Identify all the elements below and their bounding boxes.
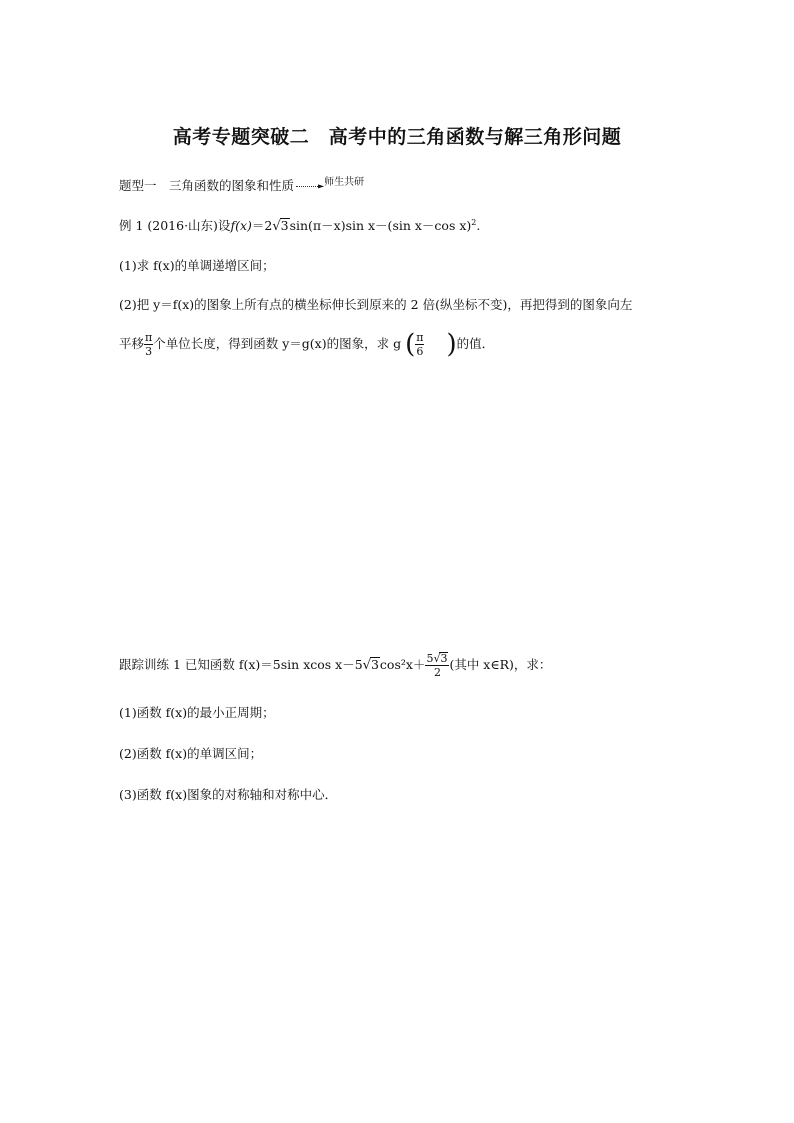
example-lead: 例 1 (2016·山东)设 (119, 218, 231, 234)
training-fraction-den: 2 (433, 666, 441, 679)
section-label: 题型一 三角函数的图象和性质 (119, 178, 295, 194)
training-question-1: (1)函数 f(x)的最小正周期； (119, 705, 275, 720)
shift-fraction (144, 331, 153, 358)
radical-icon: √ (362, 658, 371, 673)
training-fraction (425, 652, 449, 679)
left-paren: ( (405, 329, 416, 360)
example-sup: 2 (471, 218, 477, 227)
radical-icon: √ (433, 652, 441, 665)
shift-fraction-den: 3 (145, 345, 153, 358)
training-sqrt: 3 (370, 657, 379, 672)
example-sqrt: 3 (280, 218, 289, 234)
section-tag: 师生共研 (324, 177, 365, 188)
example-eq-part1: ＝2 (251, 218, 273, 234)
training-fraction-coef: 5 (426, 652, 434, 665)
example-eq-part2: sin(π－x)sin x－(sin x－cos x) (289, 218, 472, 234)
dotted-leader (296, 186, 318, 187)
example-question-2-line-1: (2)把 y＝f(x)的图象上所有点的横坐标伸长到原来的 2 倍(纵坐标不变)，再把得到的图象向左 (119, 297, 633, 312)
training-statement (119, 652, 551, 679)
arrow-icon: ► (318, 181, 325, 191)
g-fraction-num: π (416, 331, 424, 344)
training-question-2: (2)函数 f(x)的单调区间； (119, 746, 263, 761)
page-title: 高考专题突破二 高考中的三角函数与解三角形问题 (172, 126, 622, 148)
q2-pre: 平移 (119, 336, 145, 351)
q2-mid: 个单位长度，得到函数 y＝g(x)的图象，求 g (153, 336, 402, 351)
g-fraction-den: 6 (416, 345, 424, 358)
shift-fraction-num: π (145, 331, 153, 344)
example-end: . (476, 218, 481, 234)
example-statement (119, 213, 480, 237)
training-fraction-sqrt: 3 (440, 652, 448, 665)
example-question-2-line-2 (119, 331, 494, 358)
training-mid: cos²x＋ (379, 657, 426, 672)
example-fx: f(x) (230, 218, 252, 234)
training-fraction-num (425, 652, 449, 666)
training-post: (其中 x∈R)，求： (449, 657, 552, 672)
g-fraction (415, 331, 424, 358)
section-heading (119, 173, 364, 197)
q2-post: 的值． (456, 336, 495, 351)
training-question-3: (3)函数 f(x)图象的对称轴和对称中心． (119, 787, 338, 802)
radical-icon: √ (272, 219, 281, 235)
training-pre: 跟踪训练 1 已知函数 f(x)＝5sin xcos x－5 (119, 657, 363, 672)
example-question-1: (1)求 f(x)的单调递增区间； (119, 258, 275, 273)
right-paren: ) (446, 329, 457, 360)
